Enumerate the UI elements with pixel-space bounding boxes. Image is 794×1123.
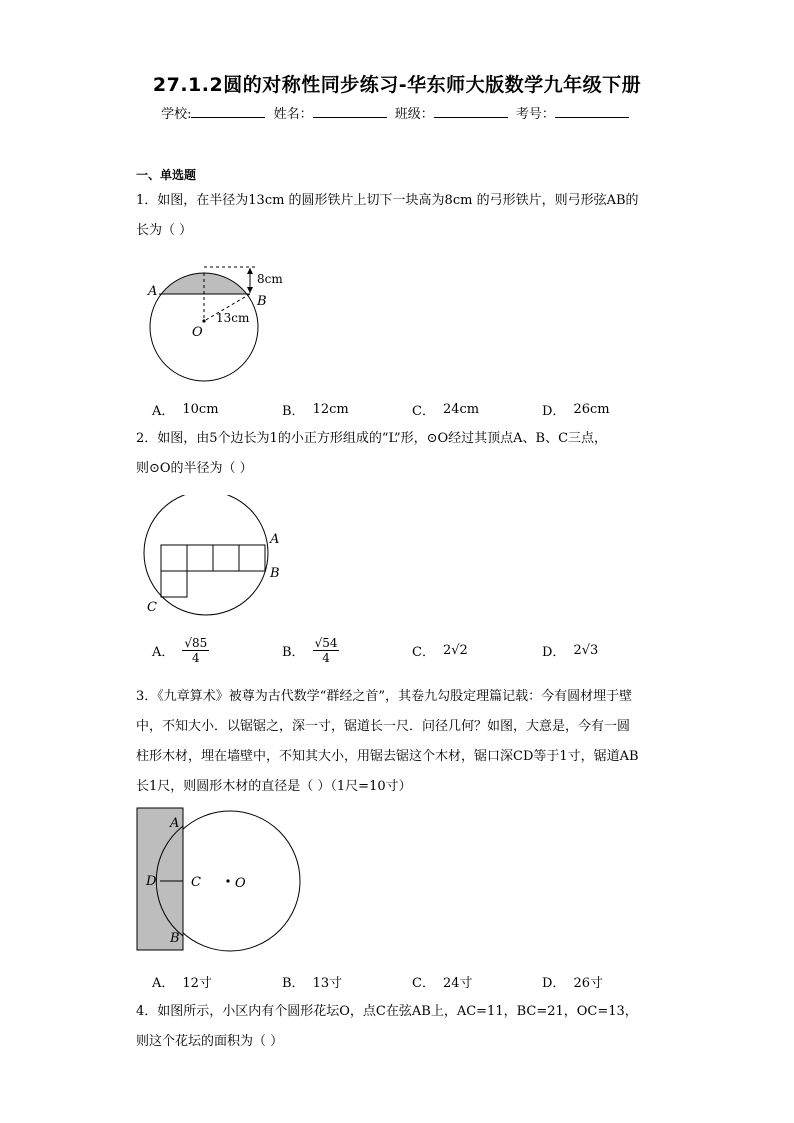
q3-option-c[interactable]: C． 24寸 xyxy=(412,976,473,991)
name-blank xyxy=(313,105,387,118)
label-b: B xyxy=(170,931,180,946)
question-3-figure xyxy=(134,805,304,955)
question-2-figure xyxy=(140,495,290,620)
class-blank xyxy=(434,105,508,118)
label-c: C xyxy=(191,875,201,890)
q2-option-b[interactable]: B． $\frac{√54}{4}$ xyxy=(282,636,338,665)
label-b: B xyxy=(257,294,267,309)
name-label: 姓名： xyxy=(273,107,313,122)
label-height: 8cm xyxy=(257,272,283,286)
label-c: C xyxy=(147,600,157,615)
q1-option-a[interactable]: A． 10cm xyxy=(152,402,219,419)
question-3-text xyxy=(136,682,666,802)
question-2-text xyxy=(136,424,666,484)
question-3-options xyxy=(152,972,672,991)
arrow-head-bottom xyxy=(247,287,253,293)
question-4-line-2: 则这个花坛的面积为（ ） xyxy=(136,1034,284,1049)
segment-shade xyxy=(150,273,258,381)
label-b: B xyxy=(270,566,280,581)
student-info-line xyxy=(0,103,794,122)
question-3-line-4: 长1尺，则圆形木材的直径是（ ）（1尺=10寸） xyxy=(136,779,412,794)
section-heading: 一、单选题 xyxy=(136,168,197,182)
question-4-text xyxy=(136,997,666,1057)
exam-no-blank xyxy=(555,105,629,118)
square-2 xyxy=(187,545,213,571)
question-2-line-1: 2．如图，由5个边长为1的小正方形组成的“L”形，⊙O经过其顶点A、B、C三点， xyxy=(136,431,608,446)
label-radius: 13cm xyxy=(216,311,250,325)
square-4 xyxy=(239,545,265,571)
class-label: 班级： xyxy=(394,107,434,122)
q3-option-b[interactable]: B． 13寸 xyxy=(282,976,343,991)
q2-option-d[interactable]: D． 2√3 xyxy=(542,643,599,660)
square-3 xyxy=(213,545,239,571)
question-1-line-1: 1．如图，在半径为13cm 的圆形铁片上切下一块高为8cm 的弓形铁片，则弓形弦AB的 xyxy=(136,193,639,208)
label-a: A xyxy=(148,284,158,299)
label-a: A xyxy=(270,532,280,547)
label-o: O xyxy=(192,325,203,340)
arrow-head-top xyxy=(247,268,253,274)
q1-option-d[interactable]: D． 26cm xyxy=(542,402,610,419)
question-3-line-3: 柱形木材，埋在墙壁中，不知其大小，用锯去锯这个木材，锯口深CD等于1寸，锯道AB xyxy=(136,749,639,764)
question-1-options xyxy=(152,400,672,419)
square-1 xyxy=(161,545,187,571)
question-1-text xyxy=(136,186,666,246)
exam-no-label: 考号： xyxy=(515,107,555,122)
q1-option-c[interactable]: C． 24cm xyxy=(412,402,480,419)
q2-option-c[interactable]: C． 2√2 xyxy=(412,643,468,660)
q3-option-d[interactable]: D． 26寸 xyxy=(542,976,603,991)
question-3-line-1: 3．《九章算术》被尊为古代数学“群经之首”，其卷九勾股定理篇记载：今有圆材埋于壁 xyxy=(136,689,633,704)
page-title: 27.1.2圆的对称性同步练习-华东师大版数学九年级下册 xyxy=(152,74,642,96)
square-5 xyxy=(161,571,187,597)
center-dot xyxy=(202,319,205,322)
question-3-line-2: 中，不知大小．以锯锯之，深一寸，锯道长一尺．问径几何？如图，大意是，今有一圆 xyxy=(136,719,631,734)
q2-option-a[interactable]: A． $\frac{√85}{4}$ xyxy=(152,636,208,665)
q1-option-b[interactable]: B． 12cm xyxy=(282,402,349,419)
label-a: A xyxy=(170,816,180,831)
question-2-line-2: 则⊙O的半径为（ ） xyxy=(136,461,253,476)
question-1-line-2: 长为（ ） xyxy=(136,223,193,238)
school-label: 学校: xyxy=(161,107,192,122)
label-d: D xyxy=(146,874,157,889)
school-blank xyxy=(191,105,265,118)
question-2-options xyxy=(152,636,672,665)
question-4-line-1: 4．如图所示，小区内有个圆形花坛O，点C在弦AB上，AC=11，BC=21，OC=13， xyxy=(136,1004,638,1019)
center-dot xyxy=(226,879,229,882)
label-o: O xyxy=(235,876,246,891)
q3-option-a[interactable]: A． 12寸 xyxy=(152,976,212,991)
question-1-figure xyxy=(140,262,300,388)
